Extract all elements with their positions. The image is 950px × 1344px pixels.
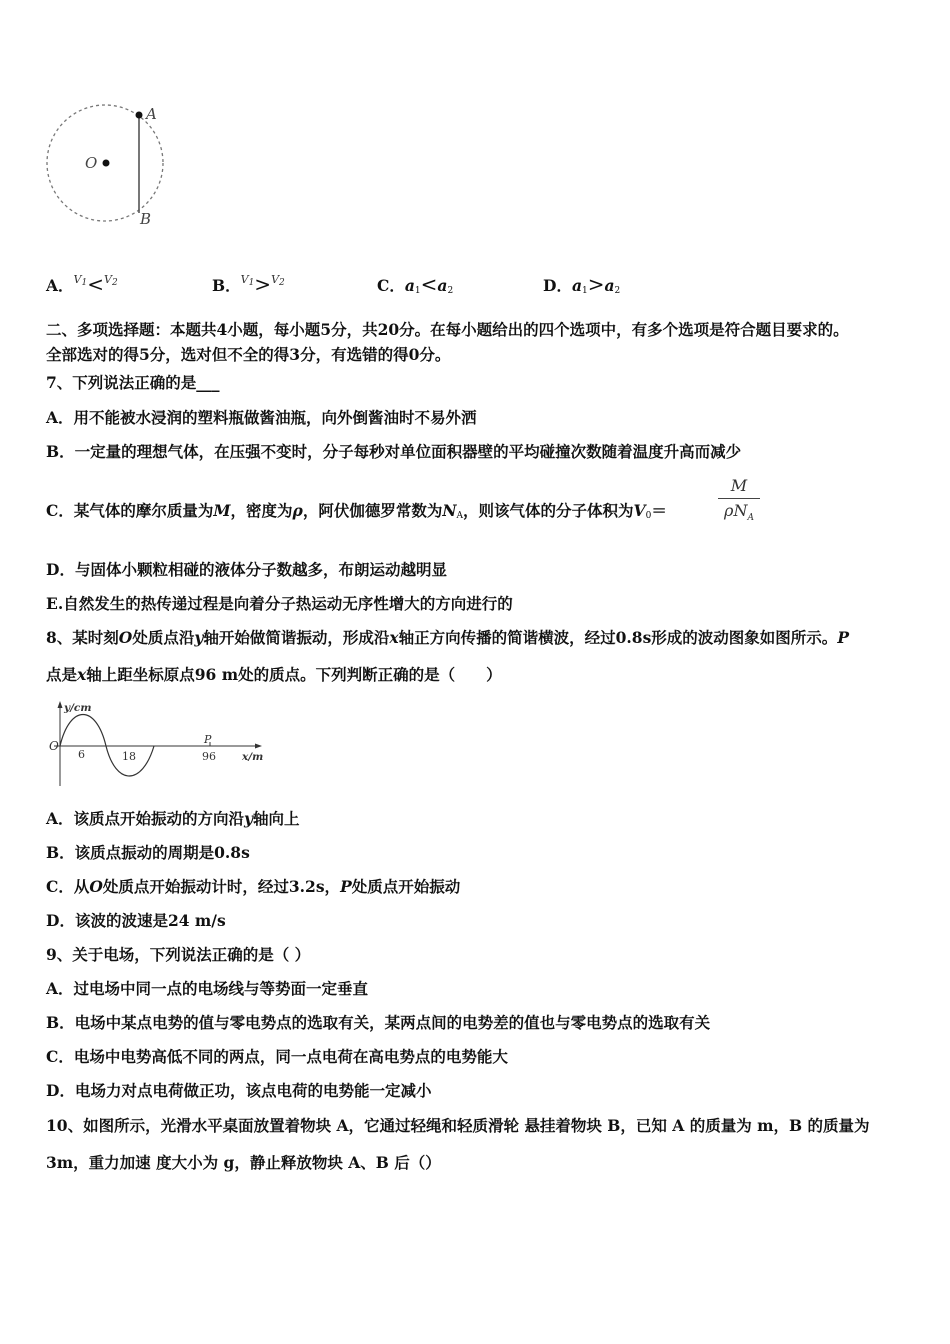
q8-option-b: B．该质点振动的周期是0.8s: [46, 843, 250, 862]
label-o: O: [85, 154, 98, 172]
y-axis-label: y/cm: [64, 702, 92, 714]
y-axis-arrow: [58, 701, 63, 708]
tick-label-96: 96: [202, 750, 216, 763]
option-letter: B．: [212, 276, 241, 295]
q9-option-a: A．过电场中同一点的电场线与等势面一定垂直: [46, 979, 369, 998]
q9-option-c: C．电场中电势高低不同的两点，同一点电荷在高电势点的电势能大: [46, 1047, 508, 1066]
option-letter: C．: [377, 276, 405, 295]
q9-stem: 9、关于电场，下列说法正确的是（ ）: [46, 945, 311, 964]
q8-option-d: D．该波的波速是24 m/s: [46, 911, 226, 930]
q7-option-c: C．某气体的摩尔质量为M，密度为ρ，阿伏伽德罗常数为$N_A$，则该气体的分子体积为$V_0=$: [46, 501, 667, 521]
q7-stem: 7、下列说法正确的是___: [46, 373, 220, 392]
wave-curve: [60, 715, 154, 777]
q6-option-d: D．$a_1>a_2$: [543, 272, 621, 296]
less-than: <: [420, 272, 438, 296]
q10-stem-line1: 10、如图所示，光滑水平桌面放置着物块 A，它通过轻绳和轻质滑轮 悬挂着物块 B，已知 A 的质量为 m，B 的质量为: [46, 1116, 870, 1135]
q7-option-e: E.自然发生的热传递过程是向着分子热运动无序性增大的方向进行的: [46, 594, 513, 613]
x-axis-arrow: [255, 744, 262, 749]
q8-option-a: A．该质点开始振动的方向沿y轴向上: [46, 809, 300, 828]
label-b: B: [140, 210, 152, 228]
section2-line1: 二、多项选择题：本题共4小题，每小题5分，共20分。在每小题给出的四个选项中，有多个选项是符合题目要求的。: [46, 320, 849, 339]
v1-symbol: V1: [73, 273, 88, 288]
x-axis-label: x/m: [242, 751, 264, 763]
q6-option-b: [212, 272, 285, 296]
section2-line2: 全部选对的得5分，选对但不全的得3分，有选错的得0分。: [46, 345, 451, 364]
circle-figure: [40, 100, 180, 230]
point-a: [136, 112, 143, 119]
greater-than: >: [587, 272, 605, 296]
q8-option-c: C．从O处质点开始振动计时，经过3.2s，P处质点开始振动: [46, 877, 461, 896]
q9-option-b: B．电场中某点电势的值与零电势点的选取有关，某两点间的电势差的值也与零电势点的选取有关: [46, 1013, 711, 1032]
fraction-numerator: M: [730, 476, 748, 495]
q8-stem-line1: 8、某时刻O处质点沿y轴开始做简谐振动，形成沿x轴正方向传播的简谐横波，经过0.8s形成的波动图象如图所示。P: [46, 628, 849, 647]
label-a: A: [146, 105, 157, 123]
q6-option-a: [46, 272, 118, 296]
tick-label-18: 18: [122, 750, 136, 763]
v2-symbol: V2: [271, 273, 285, 288]
wave-graph: [44, 698, 274, 790]
molecular-volume-fraction: [718, 476, 760, 523]
tick-label-6: 6: [78, 748, 85, 761]
fraction-bar: [718, 498, 760, 499]
origin-label: O: [49, 739, 59, 753]
option-letter: D．: [543, 276, 572, 295]
point-p-label: P: [204, 733, 212, 746]
option-letter: A．: [46, 276, 74, 295]
v1-symbol: V1: [240, 273, 255, 288]
less-than: <: [87, 272, 104, 296]
q7-option-a: A．用不能被水浸润的塑料瓶做酱油瓶，向外倒酱油时不易外洒: [46, 408, 477, 427]
q7-option-d: D．与固体小颗粒相碰的液体分子数越多，布朗运动越明显: [46, 560, 447, 579]
greater-than: >: [254, 272, 272, 296]
point-o: [103, 160, 110, 167]
q8-stem-line2: 点是x轴上距坐标原点96 m处的质点。下列判断正确的是（ ）: [46, 665, 502, 684]
fraction-denominator: $\rho N_A$: [724, 501, 754, 524]
q6-option-c: C．$a_1<a_2$: [377, 272, 454, 296]
q7-option-b: B．一定量的理想气体，在压强不变时，分子每秒对单位面积器壁的平均碰撞次数随着温度升高而减少: [46, 442, 742, 461]
q10-stem-line2: 3m，重力加速 度大小为 g，静止释放物块 A、B 后（）: [46, 1153, 441, 1172]
v2-symbol: V2: [103, 273, 118, 288]
q9-option-d: D．电场力对点电荷做正功，该点电荷的电势能一定减小: [46, 1081, 432, 1100]
